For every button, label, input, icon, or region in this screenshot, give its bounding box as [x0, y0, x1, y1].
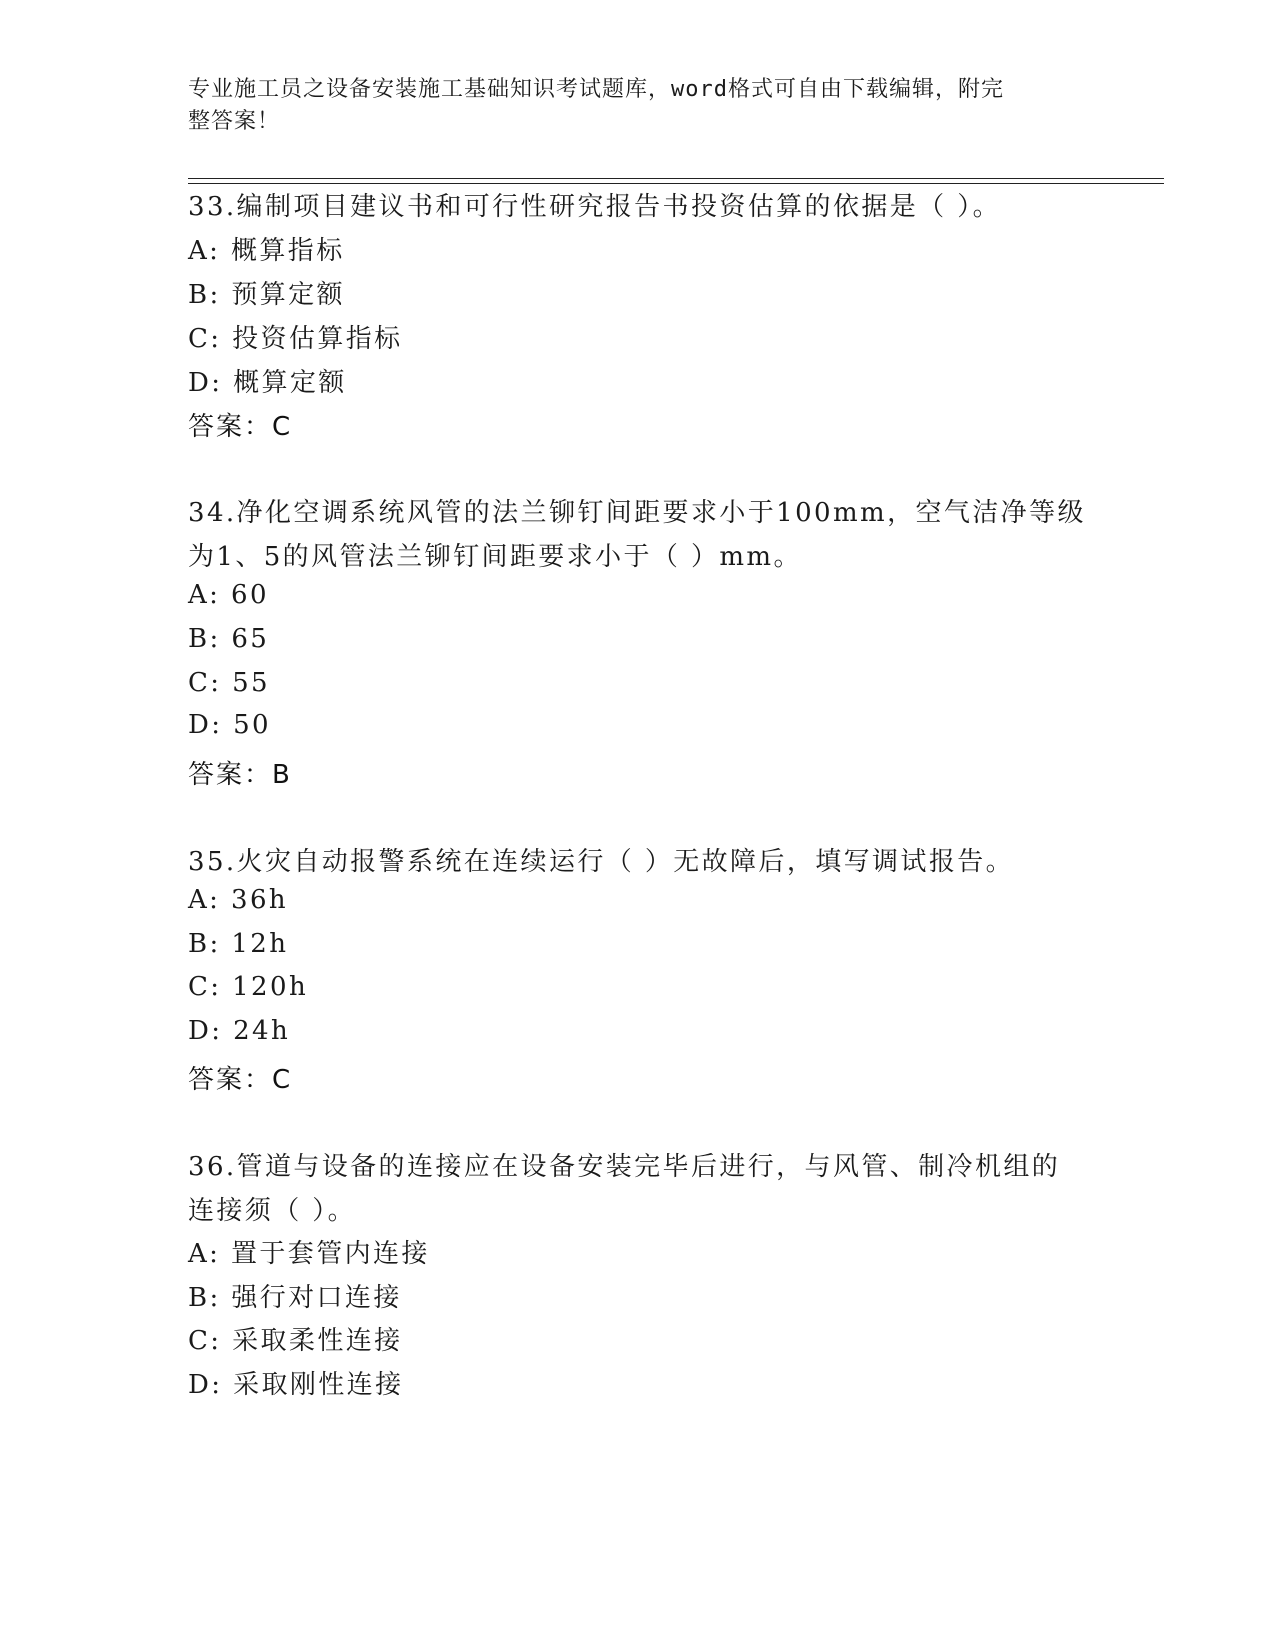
question-34-stem-line-1: 34.净化空调系统风管的法兰铆钉间距要求小于100mm，空气洁净等级 [188, 498, 1086, 528]
question-36-stem-line-2: 连接须（ ）。 [188, 1196, 357, 1226]
question-33-answer: 答案：C [188, 412, 293, 442]
document-header [188, 74, 1088, 138]
question-34-option-c: C: 55 [188, 668, 271, 698]
header-line-1: 专业施工员之设备安装施工基础知识考试题库，word格式可自由下载编辑，附完 [188, 77, 1004, 102]
question-33-option-b: B: 预算定额 [188, 280, 345, 310]
question-34-answer: 答案：B [188, 760, 292, 790]
question-35-option-a: A: 36h [188, 885, 289, 915]
header-divider-bottom [188, 183, 1164, 184]
question-35-answer: 答案：C [188, 1065, 293, 1095]
question-36-option-b: B: 强行对口连接 [188, 1283, 402, 1313]
question-35-option-d: D: 24h [188, 1016, 291, 1046]
header-divider-top [188, 178, 1164, 179]
question-35-option-c: C: 120h [188, 972, 309, 1002]
question-34-option-b: B: 65 [188, 624, 270, 654]
question-33-option-d: D: 概算定额 [188, 368, 347, 398]
question-34-option-a: A: 60 [188, 580, 269, 610]
header-line-2: 整答案！ [188, 109, 281, 134]
question-36-option-d: D: 采取刚性连接 [188, 1370, 404, 1400]
question-34-stem-line-2: 为1、5的风管法兰铆钉间距要求小于（ ）mm。 [188, 542, 802, 572]
question-33-stem: 33.编制项目建议书和可行性研究报告书投资估算的依据是（ ）。 [188, 192, 1002, 222]
question-33-option-c: C: 投资估算指标 [188, 324, 403, 354]
question-36-option-c: C: 采取柔性连接 [188, 1326, 403, 1356]
question-35-option-b: B: 12h [188, 929, 289, 959]
question-36-option-a: A: 置于套管内连接 [188, 1239, 430, 1269]
question-36-stem-line-1: 36.管道与设备的连接应在设备安装完毕后进行，与风管、制冷机组的 [188, 1152, 1061, 1182]
question-34-option-d: D: 50 [188, 710, 271, 740]
question-33-option-a: A: 概算指标 [188, 236, 345, 266]
question-35-stem: 35.火灾自动报警系统在连续运行（ ）无故障后，填写调试报告。 [188, 847, 1015, 877]
